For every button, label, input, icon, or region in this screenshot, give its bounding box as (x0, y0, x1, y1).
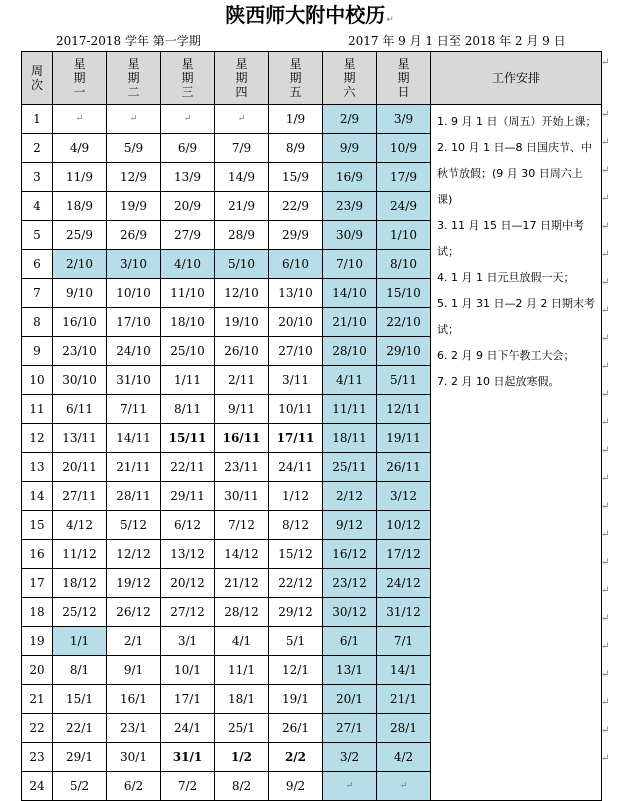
date-cell: 21/10 (323, 308, 377, 337)
date-cell: 12/11 (377, 395, 431, 424)
day-header-char: 期 (397, 71, 410, 85)
date-cell: 12/12 (107, 540, 161, 569)
work-note-item: 6. 2 月 9 日下午教工大会； (437, 349, 575, 362)
date-cell: 8/1 (53, 656, 107, 685)
date-cell: 9/10 (53, 279, 107, 308)
header-row (22, 52, 602, 105)
date-cell: 9/11 (215, 395, 269, 424)
week-number: 10 (22, 366, 53, 395)
date-cell: 7/11 (107, 395, 161, 424)
date-cell: 2/1 (107, 627, 161, 656)
date-cell: 3/10 (107, 250, 161, 279)
date-cell: 31/10 (107, 366, 161, 395)
date-cell: 10/9 (377, 134, 431, 163)
date-cell: 13/11 (53, 424, 107, 453)
date-cell: 18/1 (215, 685, 269, 714)
date-cell: 3/2 (323, 743, 377, 772)
date-cell: 16/9 (323, 163, 377, 192)
date-cell: 23/1 (107, 714, 161, 743)
date-cell: 18/12 (53, 569, 107, 598)
work-arrangement-notes (431, 105, 602, 801)
date-cell: 14/11 (107, 424, 161, 453)
date-cell: 19/12 (107, 569, 161, 598)
date-cell: ↵ (377, 772, 431, 801)
date-cell: 25/9 (53, 221, 107, 250)
date-cell: 13/9 (161, 163, 215, 192)
paragraph-mark: ↵ (601, 501, 610, 512)
paragraph-mark: ↵ (601, 697, 610, 708)
date-cell: 23/11 (215, 453, 269, 482)
date-cell: 7/1 (377, 627, 431, 656)
date-cell: 18/9 (53, 192, 107, 221)
date-cell: 11/10 (161, 279, 215, 308)
date-cell: 13/10 (269, 279, 323, 308)
date-cell: 7/12 (215, 511, 269, 540)
day-header (323, 52, 377, 105)
day-header-char: 星 (397, 57, 410, 71)
date-cell: 8/2 (215, 772, 269, 801)
date-cell: 5/1 (269, 627, 323, 656)
date-cell: 29/12 (269, 598, 323, 627)
paragraph-mark: ↵ (601, 557, 610, 568)
day-header-char: 星 (181, 57, 194, 71)
date-cell: 23/10 (53, 337, 107, 366)
date-cell: 16/11 (215, 424, 269, 453)
date-cell: 2/9 (323, 105, 377, 134)
date-cell: 18/11 (323, 424, 377, 453)
date-cell: 25/10 (161, 337, 215, 366)
date-cell: 17/9 (377, 163, 431, 192)
date-cell: 8/10 (377, 250, 431, 279)
paragraph-mark: ↵ (601, 361, 610, 372)
date-cell: 1/12 (269, 482, 323, 511)
date-cell: 23/9 (323, 192, 377, 221)
date-cell: 11/12 (53, 540, 107, 569)
date-cell: 26/11 (377, 453, 431, 482)
week-header (22, 52, 53, 105)
date-cell: 28/10 (323, 337, 377, 366)
date-cell: 22/10 (377, 308, 431, 337)
date-cell: 2/11 (215, 366, 269, 395)
date-cell: 2/12 (323, 482, 377, 511)
date-cell: ↵ (215, 105, 269, 134)
paragraph-mark: ↵ (601, 417, 610, 428)
date-cell: ↵ (323, 772, 377, 801)
date-cell: 1/10 (377, 221, 431, 250)
work-note-item: 4. 1 月 1 日元旦放假一天； (437, 271, 575, 284)
date-cell: 6/2 (107, 772, 161, 801)
date-cell: 15/10 (377, 279, 431, 308)
date-cell: 25/1 (215, 714, 269, 743)
date-cell: 6/12 (161, 511, 215, 540)
paragraph-mark: ↵ (601, 277, 610, 288)
date-cell: ↵ (53, 105, 107, 134)
term-label: 2017-2018 学年 第一学期 (56, 34, 201, 48)
date-cell: 22/1 (53, 714, 107, 743)
date-cell: 6/9 (161, 134, 215, 163)
date-cell: 1/9 (269, 105, 323, 134)
paragraph-mark: ↵ (601, 445, 610, 456)
date-cell: 20/10 (269, 308, 323, 337)
date-cell: 8/11 (161, 395, 215, 424)
date-cell: 14/9 (215, 163, 269, 192)
date-cell: 31/12 (377, 598, 431, 627)
day-header-char: 期 (235, 71, 248, 85)
date-cell: 12/10 (215, 279, 269, 308)
date-cell: 27/10 (269, 337, 323, 366)
day-header (269, 52, 323, 105)
date-cell: 9/12 (323, 511, 377, 540)
day-header-char: 期 (127, 71, 140, 85)
date-cell: 5/11 (377, 366, 431, 395)
date-cell: 8/12 (269, 511, 323, 540)
date-cell: 7/2 (161, 772, 215, 801)
paragraph-mark: ↵ (601, 305, 610, 316)
date-cell: 27/12 (161, 598, 215, 627)
day-header-char: 星 (235, 57, 248, 71)
week-header-char: 周 (30, 64, 43, 78)
week-number: 24 (22, 772, 53, 801)
work-note-item: 1. 9 月 1 日（周五）开始上课； (437, 115, 597, 128)
date-cell: 25/11 (323, 453, 377, 482)
date-cell: 20/1 (323, 685, 377, 714)
week-number: 20 (22, 656, 53, 685)
week-number: 3 (22, 163, 53, 192)
date-cell: 19/1 (269, 685, 323, 714)
date-cell: 3/11 (269, 366, 323, 395)
date-cell: 14/10 (323, 279, 377, 308)
date-cell: 23/12 (323, 569, 377, 598)
day-header-char: 期 (343, 71, 356, 85)
date-cell: 16/10 (53, 308, 107, 337)
date-cell: 26/1 (269, 714, 323, 743)
week-number: 19 (22, 627, 53, 656)
date-cell: 22/11 (161, 453, 215, 482)
paragraph-mark: ↵ (601, 529, 610, 540)
date-cell: 5/2 (53, 772, 107, 801)
week-header-char: 次 (30, 78, 43, 92)
date-cell: 10/1 (161, 656, 215, 685)
date-cell: 15/11 (161, 424, 215, 453)
school-calendar-table (21, 51, 602, 801)
work-note-item: 3. 11 月 15 日—17 日期中考试； (437, 219, 584, 258)
week-number: 17 (22, 569, 53, 598)
paragraph-mark: ↵ (601, 137, 610, 148)
date-cell: 4/11 (323, 366, 377, 395)
date-cell: 17/10 (107, 308, 161, 337)
day-header (377, 52, 431, 105)
date-cell: 24/1 (161, 714, 215, 743)
date-cell: 20/11 (53, 453, 107, 482)
paragraph-mark: ↵ (601, 725, 610, 736)
week-number: 14 (22, 482, 53, 511)
week-number: 23 (22, 743, 53, 772)
week-number: 12 (22, 424, 53, 453)
date-cell: 6/10 (269, 250, 323, 279)
date-cell: 4/1 (215, 627, 269, 656)
paragraph-mark: ↵ (601, 109, 610, 120)
day-header-char: 星 (127, 57, 140, 71)
date-cell: 19/11 (377, 424, 431, 453)
date-cell: 29/10 (377, 337, 431, 366)
date-cell: 28/11 (107, 482, 161, 511)
date-cell: 27/11 (53, 482, 107, 511)
date-cell: 20/9 (161, 192, 215, 221)
date-cell: 9/9 (323, 134, 377, 163)
day-header-char: 星 (343, 57, 356, 71)
date-cell: 11/11 (323, 395, 377, 424)
paragraph-mark: ↵ (601, 221, 610, 232)
day-header-char: 一 (73, 85, 86, 99)
date-cell: 21/9 (215, 192, 269, 221)
work-note-item: 2. 10 月 1 日—8 日国庆节、中秋节放假；(9 月 30 日周六上课) (437, 141, 592, 206)
date-cell: 10/12 (377, 511, 431, 540)
date-cell: 30/12 (323, 598, 377, 627)
paragraph-mark: ↵ (601, 613, 610, 624)
date-cell: 27/9 (161, 221, 215, 250)
paragraph-mark: ↵ (601, 57, 610, 68)
date-cell: 1/11 (161, 366, 215, 395)
week-number: 1 (22, 105, 53, 134)
week-row (22, 105, 602, 134)
paragraph-marks (601, 56, 617, 780)
date-cell: 13/12 (161, 540, 215, 569)
date-cell: 13/1 (323, 656, 377, 685)
week-number: 8 (22, 308, 53, 337)
date-cell: 4/12 (53, 511, 107, 540)
date-cell: 24/12 (377, 569, 431, 598)
work-note-item: 5. 1 月 31 日—2 月 2 日期末考试； (437, 297, 595, 336)
date-cell: 28/12 (215, 598, 269, 627)
date-cell: 3/12 (377, 482, 431, 511)
date-cell: 29/9 (269, 221, 323, 250)
day-header (161, 52, 215, 105)
date-cell: 22/12 (269, 569, 323, 598)
date-cell: 28/9 (215, 221, 269, 250)
week-number: 6 (22, 250, 53, 279)
date-cell: 5/12 (107, 511, 161, 540)
week-number: 21 (22, 685, 53, 714)
date-cell: 11/9 (53, 163, 107, 192)
week-number: 22 (22, 714, 53, 743)
paragraph-mark: ↵ (601, 585, 610, 596)
date-cell: 16/1 (107, 685, 161, 714)
week-number: 9 (22, 337, 53, 366)
date-cell: 22/9 (269, 192, 323, 221)
date-cell: 27/1 (323, 714, 377, 743)
date-cell: 16/12 (323, 540, 377, 569)
date-cell: 25/12 (53, 598, 107, 627)
day-header-char: 期 (289, 71, 302, 85)
date-cell: 15/9 (269, 163, 323, 192)
date-cell: 29/11 (161, 482, 215, 511)
date-cell: 4/9 (53, 134, 107, 163)
date-cell: 18/10 (161, 308, 215, 337)
date-cell: 17/12 (377, 540, 431, 569)
day-header-char: 星 (73, 57, 86, 71)
date-cell: 11/1 (215, 656, 269, 685)
paragraph-mark: ↵ (601, 389, 610, 400)
paragraph-mark: ↵ (601, 165, 610, 176)
date-cell: 19/10 (215, 308, 269, 337)
date-cell: 3/9 (377, 105, 431, 134)
date-cell: 5/10 (215, 250, 269, 279)
date-cell: 17/1 (161, 685, 215, 714)
date-cell: 1/1 (53, 627, 107, 656)
page-title: 陕西师大附中校历↵ (225, 3, 394, 27)
date-cell: 8/9 (269, 134, 323, 163)
date-cell: 2/2 (269, 743, 323, 772)
date-cell: 15/12 (269, 540, 323, 569)
date-cell: 21/1 (377, 685, 431, 714)
date-cell: 20/12 (161, 569, 215, 598)
date-cell: 21/11 (107, 453, 161, 482)
date-cell: 14/1 (377, 656, 431, 685)
day-header-char: 四 (235, 85, 248, 99)
date-cell: 7/10 (323, 250, 377, 279)
date-cell: 21/12 (215, 569, 269, 598)
date-cell: 30/11 (215, 482, 269, 511)
paragraph-mark: ↵ (601, 753, 610, 764)
work-arrangement-header: 工作安排 (431, 52, 602, 105)
day-header-char: 星 (289, 57, 302, 71)
date-cell: 24/11 (269, 453, 323, 482)
date-cell: 4/2 (377, 743, 431, 772)
work-note-item: 7. 2 月 10 日起放寒假。 (437, 375, 560, 388)
date-cell: 26/10 (215, 337, 269, 366)
date-cell: 12/1 (269, 656, 323, 685)
day-header (215, 52, 269, 105)
date-range-label: 2017 年 9 月 1 日至 2018 年 2 月 9 日 (348, 34, 566, 48)
day-header-char: 三 (181, 85, 194, 99)
date-cell: 15/1 (53, 685, 107, 714)
date-cell: 24/10 (107, 337, 161, 366)
date-cell: 9/1 (107, 656, 161, 685)
day-header (53, 52, 107, 105)
paragraph-mark: ↵ (601, 333, 610, 344)
date-cell: 2/10 (53, 250, 107, 279)
date-cell: 30/9 (323, 221, 377, 250)
date-cell: 26/9 (107, 221, 161, 250)
date-cell: 30/1 (107, 743, 161, 772)
date-cell: 24/9 (377, 192, 431, 221)
date-cell: ↵ (107, 105, 161, 134)
date-cell: 30/10 (53, 366, 107, 395)
date-cell: 7/9 (215, 134, 269, 163)
date-cell: 10/11 (269, 395, 323, 424)
paragraph-mark: ↵ (601, 641, 610, 652)
date-cell: 10/10 (107, 279, 161, 308)
week-number: 13 (22, 453, 53, 482)
date-cell: 26/12 (107, 598, 161, 627)
paragraph-mark: ↵ (601, 193, 610, 204)
date-cell: 4/10 (161, 250, 215, 279)
day-header-char: 五 (289, 85, 302, 99)
week-number: 7 (22, 279, 53, 308)
date-cell: 9/2 (269, 772, 323, 801)
date-cell: 1/2 (215, 743, 269, 772)
date-cell: 5/9 (107, 134, 161, 163)
day-header-char: 期 (73, 71, 86, 85)
week-number: 4 (22, 192, 53, 221)
date-cell: 6/11 (53, 395, 107, 424)
date-cell: 6/1 (323, 627, 377, 656)
date-cell: 17/11 (269, 424, 323, 453)
date-cell: 3/1 (161, 627, 215, 656)
week-number: 2 (22, 134, 53, 163)
date-cell: 31/1 (161, 743, 215, 772)
paragraph-mark: ↵ (601, 473, 610, 484)
week-number: 18 (22, 598, 53, 627)
date-cell: 19/9 (107, 192, 161, 221)
date-cell: 14/12 (215, 540, 269, 569)
date-cell: ↵ (161, 105, 215, 134)
day-header-char: 六 (343, 85, 356, 99)
day-header-char: 期 (181, 71, 194, 85)
week-number: 16 (22, 540, 53, 569)
week-number: 5 (22, 221, 53, 250)
date-cell: 12/9 (107, 163, 161, 192)
day-header (107, 52, 161, 105)
date-cell: 28/1 (377, 714, 431, 743)
day-header-char: 日 (397, 85, 410, 99)
paragraph-mark: ↵ (601, 669, 610, 680)
paragraph-mark: ↵ (601, 249, 610, 260)
week-number: 11 (22, 395, 53, 424)
date-cell: 29/1 (53, 743, 107, 772)
week-number: 15 (22, 511, 53, 540)
day-header-char: 二 (127, 85, 140, 99)
